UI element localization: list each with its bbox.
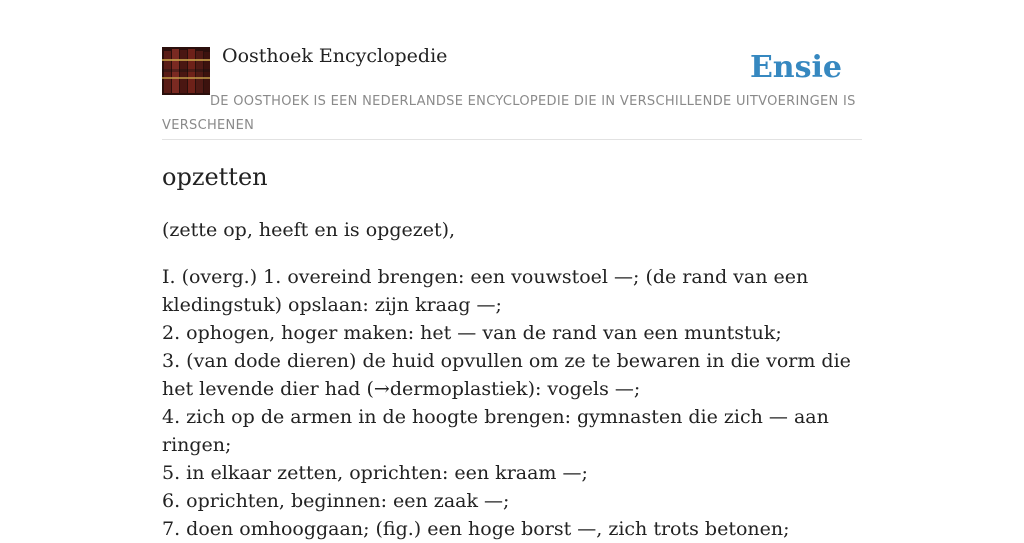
definition-line: I. (overg.) 1. overeind brengen: een vouwstoel —; (de rand van een kledingstuk) opslaan: zijn kraag —; <box>162 266 809 316</box>
entry-definitions <box>162 263 862 543</box>
definition-line: 4. zich op de armen in de hoogte brengen: gymnasten die zich — aan ringen; <box>162 406 829 456</box>
site-title-link[interactable]: Oosthoek Encyclopedie <box>222 45 448 67</box>
book-spines-icon <box>162 47 210 95</box>
site-avatar[interactable] <box>162 47 210 95</box>
definition-line: 5. in elkaar zetten, oprichten: een kraam —; <box>162 462 588 484</box>
definition-line: 6. oprichten, beginnen: een zaak —; <box>162 490 510 512</box>
header-divider <box>162 139 862 140</box>
entry-headword: opzetten <box>162 163 268 191</box>
definition-line: 7. doen omhooggaan; (fig.) een hoge borst —, zich trots betonen; <box>162 518 790 540</box>
ensie-logo-link[interactable]: Ensie <box>749 50 842 85</box>
entry-grammar: (zette op, heeft en is opgezet), <box>162 219 456 241</box>
definition-line: 2. ophogen, hoger maken: het — van de rand van een muntstuk; <box>162 322 782 344</box>
definition-line: 3. (van dode dieren) de huid opvullen om ze te bewaren in die vorm die het levende dier had (→dermoplastiek): vogels —; <box>162 350 851 400</box>
site-tagline: DE OOSTHOEK IS EEN NEDERLANDSE ENCYCLOPEDIE DIE IN VERSCHILLENDE UITVOERINGEN IS VERSCHENEN <box>162 94 856 133</box>
page-container <box>162 0 862 540</box>
